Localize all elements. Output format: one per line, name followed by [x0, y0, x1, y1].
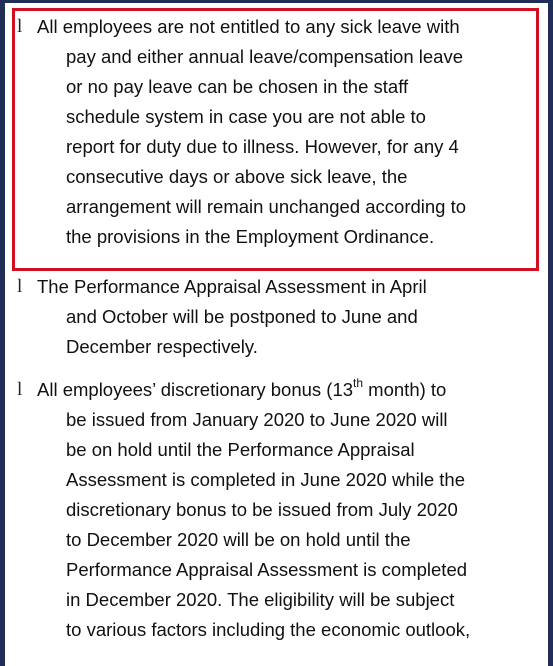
bullet-icon: l [17, 16, 23, 37]
text-line: arrangement will remain unchanged according to [66, 196, 467, 217]
list-item-sick-leave [17, 12, 540, 252]
text-line: Performance Appraisal Assessment is completed [66, 559, 468, 580]
text-line [17, 375, 540, 405]
text-segment: month) to [363, 379, 447, 400]
text-line: report for duty due to illness. However, for any 4 [66, 136, 459, 157]
text-line: and October will be postponed to June and [66, 306, 418, 327]
text-segment: All employees’ discretionary bonus (13 [37, 379, 354, 400]
bullet-icon: l [17, 276, 23, 297]
list-item-appraisal [17, 272, 540, 362]
text-line: the provisions in the Employment Ordinance. [66, 226, 435, 247]
text-line: The Performance Appraisal Assessment in April [37, 276, 427, 297]
text-line: December respectively. [66, 336, 258, 357]
text-line: discretionary bonus to be issued from July 2020 [66, 499, 458, 520]
text-line: or no pay leave can be chosen in the staff [66, 76, 409, 97]
text-line: be issued from January 2020 to June 2020 will [66, 409, 448, 430]
superscript: th [353, 375, 364, 390]
text-line: pay and either annual leave/compensation leave [66, 46, 464, 67]
list-item-bonus [17, 375, 540, 645]
text-line: be on hold until the Performance Appraisal [66, 439, 415, 460]
text-line: to December 2020 will be on hold until the [66, 529, 411, 550]
bullet-icon: l [17, 379, 23, 400]
text-line: Assessment is completed in June 2020 while the [66, 469, 465, 490]
text-line: in December 2020. The eligibility will be subject [66, 589, 455, 610]
text-line: consecutive days or above sick leave, the [66, 166, 408, 187]
text-line: schedule system in case you are not able to [66, 106, 426, 127]
text-line: to various factors including the economic outlook, [66, 619, 471, 640]
text-line: All employees are not entitled to any sick leave with [37, 16, 460, 37]
